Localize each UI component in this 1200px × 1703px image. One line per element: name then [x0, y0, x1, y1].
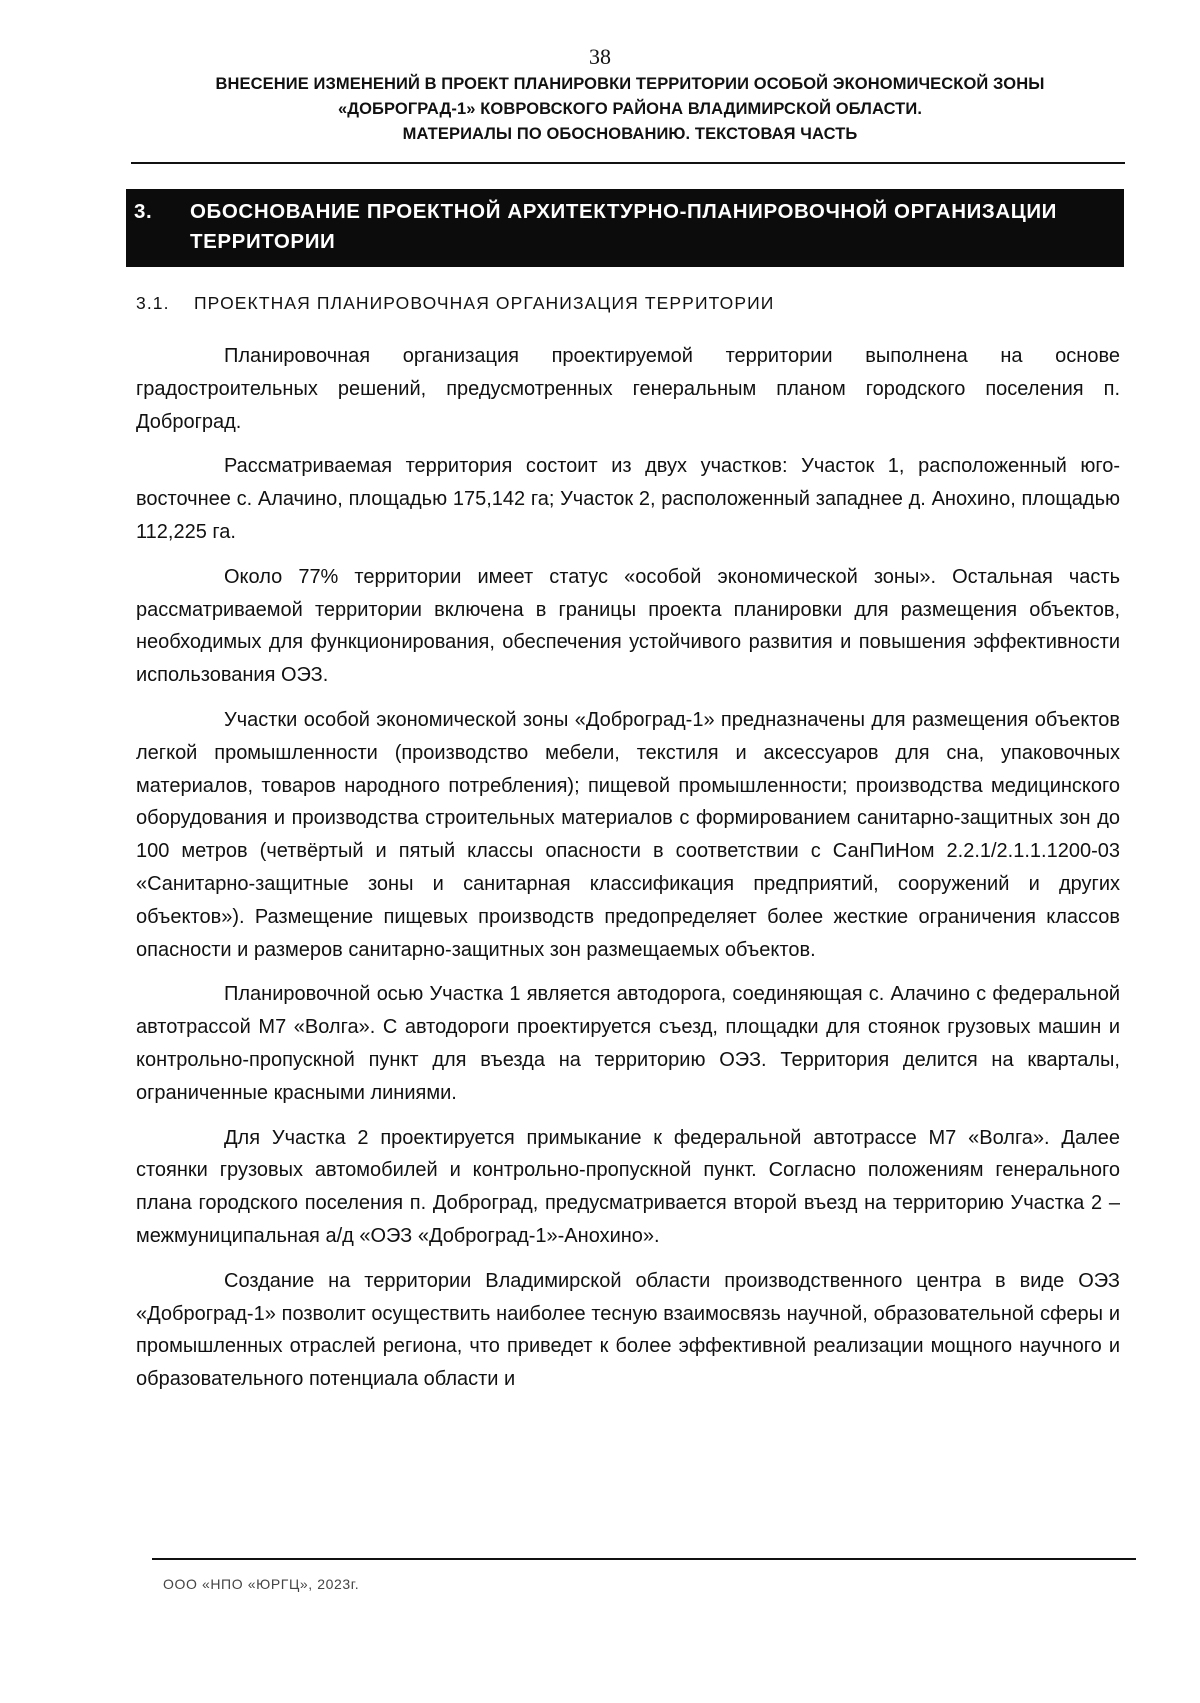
- section-title: ОБОСНОВАНИЕ ПРОЕКТНОЙ АРХИТЕКТУРНО-ПЛАНИРОВОЧНОЙ ОРГАНИЗАЦИИ ТЕРРИТОРИИ: [190, 200, 1058, 253]
- paragraph: Для Участка 2 проектируется примыкание к федеральной автотрассе М7 «Волга». Далее стоянки грузовых автомобилей и контрольно-пропускной пункт. Согласно положениям генерального плана городского поселения п. Доброград, предусматривается второй въезд на территорию Участка 2 – межмуниципальная а/д «ОЭЗ «Доброград-1»-Анохино».: [136, 1126, 1120, 1247]
- paragraph: Создание на территории Владимирской области производственного центра в виде ОЭЗ «Доброград-1» позволит осуществить наиболее тесную взаимосвязь научной, образовательной сферы и промышленных отраслей региона, что приведет к более эффективной реализации мощного научного и образовательного потенциала области и: [136, 1269, 1120, 1391]
- subsection-number: 3.1.: [136, 293, 170, 313]
- document-header: [140, 72, 1120, 147]
- header-line-2: «ДОБРОГРАД-1» КОВРОВСКОГО РАЙОНА ВЛАДИМИРСКОЙ ОБЛАСТИ.: [337, 100, 923, 118]
- paragraph: Около 77% территории имеет статус «особой экономической зоны». Остальная часть рассматриваемой территории включена в границы проекта планировки для размещения объектов, необходимых для функционирования, обеспечения устойчивого развития и повышения эффективности использования ОЭЗ.: [136, 565, 1120, 687]
- footer-company: ООО «НПО «ЮРГЦ», 2023г.: [163, 1576, 360, 1592]
- footer-divider: [152, 1558, 1136, 1560]
- paragraph: Планировочная организация проектируемой территории выполнена на основе градостроительных решений, предусмотренных генеральным планом городского поселения п. Доброград.: [136, 345, 1120, 433]
- header-line-1: ВНЕСЕНИЕ ИЗМЕНЕНИЙ В ПРОЕКТ ПЛАНИРОВКИ ТЕРРИТОРИИ ОСОБОЙ ЭКОНОМИЧЕСКОЙ ЗОНЫ: [215, 75, 1045, 93]
- subsection-heading: [136, 293, 774, 314]
- paragraph: Рассматриваемая территория состоит из двух участков: Участок 1, расположенный юго-восточнее с. Алачино, площадью 175,142 га; Участок 2, расположенный западнее д. Анохино, площадью 112,225 га.: [136, 455, 1120, 543]
- paragraph: Участки особой экономической зоны «Доброград-1» предназначены для размещения объектов легкой промышленности (производство мебели, текстиля и аксессуаров для сна, упаковочных материалов, товаров народного потребления); пищевой промышленности; производства медицинского оборудования и производства строительных материалов с формированием санитарно-защитных зон до 100 метров (четвёртый и пятый классы опасности в соответствии с СанПиНом 2.2.1/2.1.1.1200-03 «Санитарно-защитные зоны и санитарная классификация предприятий, сооружений и других объектов»). Размещение пищевых производств предопределяет более жесткие ограничения классов опасности и размеров санитарно-защитных зон размещаемых объектов.: [136, 708, 1120, 961]
- body-text: [136, 340, 1120, 1408]
- header-line-3: МАТЕРИАЛЫ ПО ОБОСНОВАНИЮ. ТЕКСТОВАЯ ЧАСТЬ: [402, 125, 858, 143]
- section-heading-banner: [126, 189, 1124, 267]
- header-divider: [131, 162, 1125, 164]
- section-number: 3.: [134, 200, 153, 223]
- subsection-title: ПРОЕКТНАЯ ПЛАНИРОВОЧНАЯ ОРГАНИЗАЦИЯ ТЕРРИТОРИИ: [194, 293, 775, 313]
- paragraph: Планировочной осью Участка 1 является автодорога, соединяющая с. Алачино с федеральной автотрассой М7 «Волга». С автодороги проектируется съезд, площадки для стоянок грузовых машин и контрольно-пропускной пункт для въезда на территорию ОЭЗ. Территория делится на кварталы, ограниченные красными линиями.: [136, 983, 1120, 1104]
- page-number: 38: [589, 44, 611, 69]
